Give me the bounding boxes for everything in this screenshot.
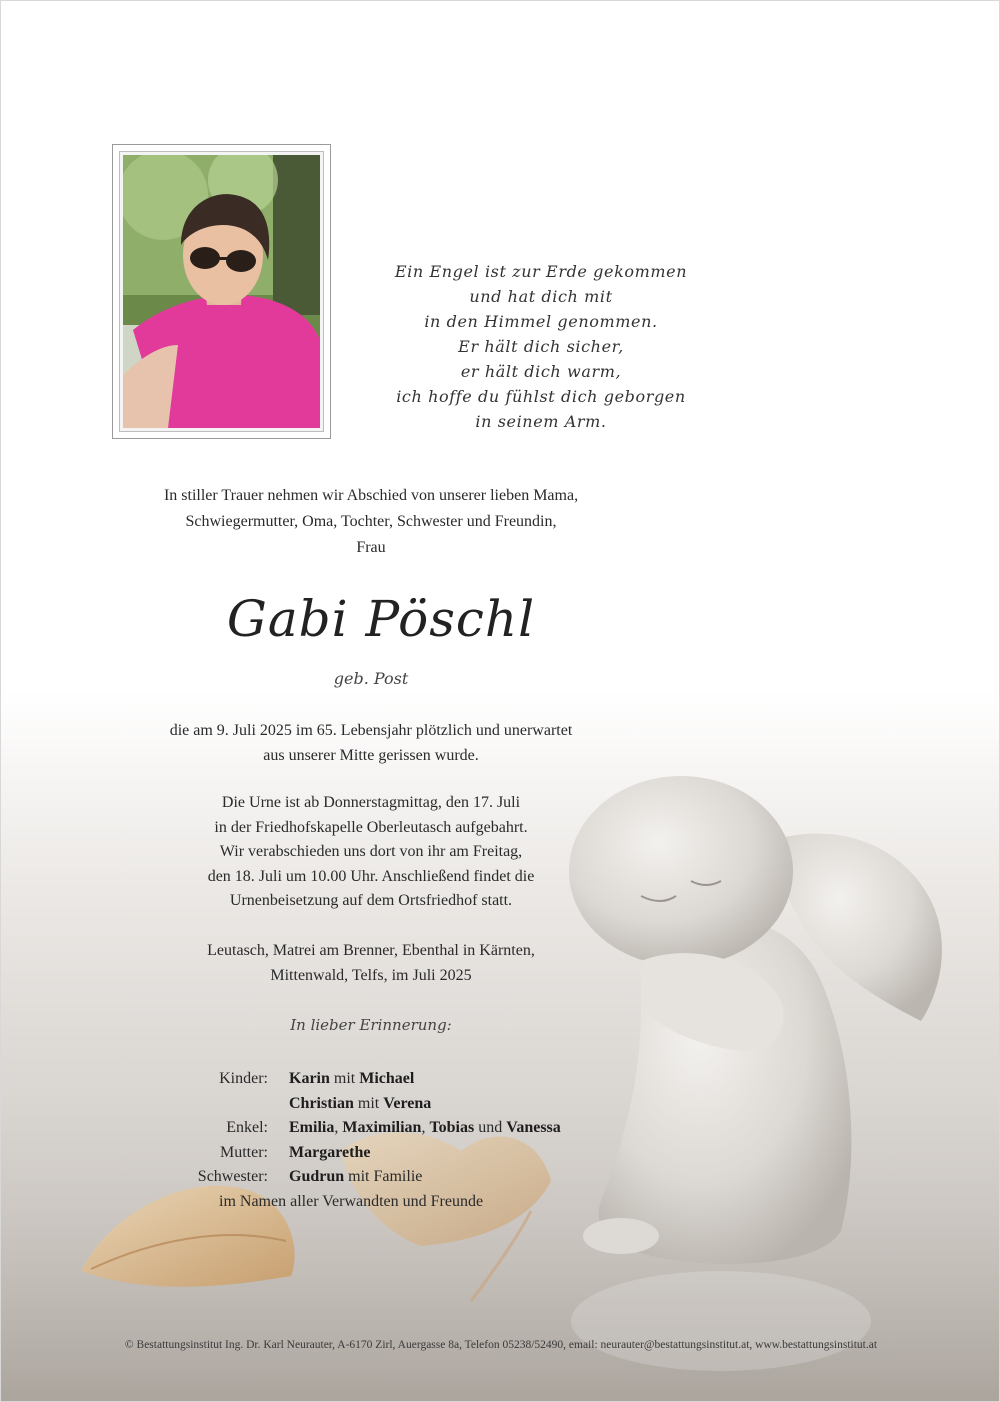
mourner-connector: und	[474, 1119, 507, 1136]
deceased-name: Gabi Pöschl	[226, 590, 536, 648]
mourners-list	[101, 1067, 661, 1214]
mourner-names	[289, 1092, 431, 1117]
mourner-connector: mit Familie	[344, 1168, 423, 1185]
mourner-relation-label: Enkel:	[226, 1119, 268, 1136]
mourner-connector: ,	[334, 1119, 343, 1136]
funeral-info-line: in der Friedhofskapelle Oberleutasch aufgebahrt.	[214, 818, 528, 836]
funeral-info-line: den 18. Juli um 10.00 Uhr. Anschließend findet die	[207, 867, 535, 885]
intro-line: Schwiegermutter, Oma, Tochter, Schwester und Freundin,	[185, 513, 557, 530]
places-line: Mittenwald, Telfs, im Juli 2025	[270, 966, 472, 984]
funeral-info-line: Die Urne ist ab Donnerstagmittag, den 17. Juli	[221, 794, 521, 811]
death-notice	[101, 719, 641, 768]
poem-line: Ein Engel ist zur Erde gekommen	[394, 262, 688, 281]
funeral-info-line: Wir verabschieden uns dort von ihr am Freitag,	[219, 843, 523, 860]
mourner-name: Maximilian	[342, 1119, 422, 1136]
poem-line: Er hält dich sicher,	[458, 337, 624, 356]
mourner-row	[101, 1165, 661, 1190]
mourner-connector: ,	[421, 1119, 430, 1136]
intro-line: In stiller Trauer nehmen wir Abschied von unserer lieben Mama,	[163, 487, 579, 504]
mourner-name: Tobias	[429, 1119, 475, 1136]
mourner-connector: mit	[353, 1094, 384, 1112]
places-line: Leutasch, Matrei am Brenner, Ebenthal in Kärnten,	[207, 942, 535, 959]
funeral-info	[101, 791, 641, 914]
funeral-info-line: Urnenbeisetzung auf dem Ortsfriedhof statt.	[229, 892, 513, 909]
mourner-names	[289, 1067, 414, 1092]
poem-line: in den Himmel genommen.	[424, 312, 658, 331]
mourner-name: Vanessa	[506, 1119, 561, 1136]
mourner-final-row	[101, 1190, 661, 1215]
mourner-name: Christian	[289, 1094, 354, 1112]
poem-line: er hält dich warm,	[460, 362, 622, 381]
mourner-name: Verena	[383, 1094, 432, 1112]
mourner-names	[289, 1141, 370, 1166]
mourner-row	[101, 1067, 661, 1092]
mourner-names	[289, 1116, 561, 1141]
portrait-photo	[123, 155, 320, 428]
mourner-name: Margarethe	[289, 1143, 371, 1161]
footer-imprint: © Bestattungsinstitut Ing. Dr. Karl Neurauter, A-6170 Zirl, Auergasse 8a, Telefon 05238/52490, email: neurauter@bestattungsinstitut.at, www.bestattungsinstitut.at	[124, 1339, 878, 1351]
death-notice-line: die am 9. Juli 2025 im 65. Lebensjahr plötzlich und unerwartet	[169, 722, 573, 739]
mourner-relation-label: Kinder:	[219, 1070, 268, 1087]
places-date	[101, 939, 641, 988]
poem-line: und hat dich mit	[469, 287, 613, 306]
mourner-final-line: im Namen aller Verwandten und Freunde	[219, 1192, 484, 1210]
poem-line: in seinem Arm.	[475, 412, 607, 431]
poem-line: ich hoffe du fühlst dich geborgen	[396, 387, 686, 406]
mourner-name: Gudrun	[289, 1168, 345, 1185]
memory-heading: In lieber Erinnerung:	[290, 1016, 452, 1034]
mourner-name: Emilia	[289, 1119, 335, 1136]
portrait-inner-border	[119, 151, 324, 432]
intro-line: Frau	[356, 539, 386, 556]
mourner-row	[101, 1092, 661, 1117]
mourner-name: Karin	[289, 1070, 330, 1087]
mourner-name: Michael	[359, 1070, 415, 1087]
mourner-names	[289, 1165, 422, 1190]
mourner-row	[101, 1116, 661, 1141]
poem	[371, 259, 711, 434]
portrait-frame	[112, 144, 331, 439]
intro-text	[101, 483, 641, 561]
mourner-relation-label: Schwester:	[197, 1168, 268, 1185]
birth-name: geb. Post	[333, 669, 409, 688]
mourner-relation-label: Mutter:	[220, 1143, 268, 1161]
mourner-row	[101, 1141, 661, 1166]
death-notice-line: aus unserer Mitte gerissen wurde.	[263, 746, 479, 764]
mourner-connector: mit	[329, 1070, 360, 1087]
